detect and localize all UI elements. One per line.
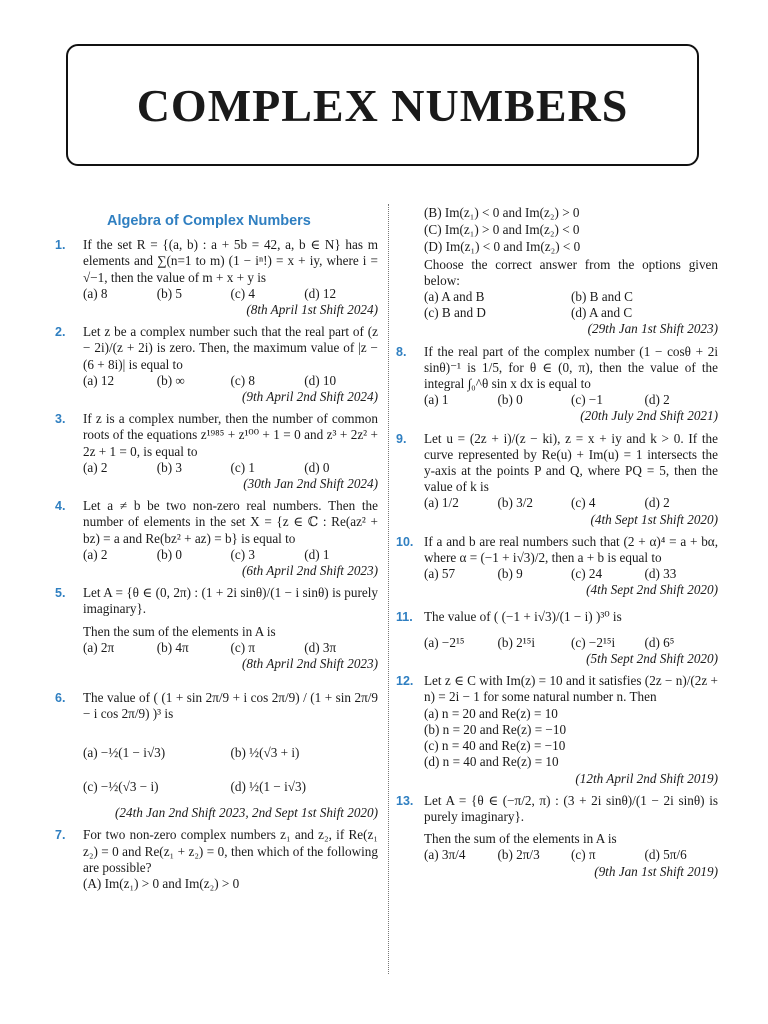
option: (d) 3π xyxy=(304,639,337,655)
options xyxy=(424,495,718,511)
question-number: 2. xyxy=(55,325,66,340)
option: (b) 0 xyxy=(497,392,523,408)
question-source: (9th April 2nd Shift 2024) xyxy=(241,389,378,405)
statement: (A) Im(z₁) > 0 and Im(z₂) > 0 xyxy=(83,875,240,891)
option: (a) −2¹⁵ xyxy=(424,634,465,650)
question-source: (4th Sept 1st Shift 2020) xyxy=(590,511,718,527)
title-box xyxy=(66,44,699,166)
question-10 xyxy=(396,534,718,599)
option: (c) 4 xyxy=(571,495,596,511)
question-8 xyxy=(396,344,718,425)
option: (a) 12 xyxy=(83,372,115,388)
question-7-continued xyxy=(396,205,718,338)
question-text: Let a ≠ b be two non-zero real numbers. Then the number of elements in the set X = {z ∈ ℂ : Re(az² + bz) = a and Re(bz² + az) = b} is equal to xyxy=(83,498,378,546)
question-text: Let z be a complex number such that the real part of (z − 2i)/(z + 2i) is zero. Then, the maximum value of |z − (6 + 8i)| is equal to xyxy=(83,324,378,372)
option: (b) ½(√3 + i) xyxy=(230,744,300,760)
option: (c) −½(√3 − i) xyxy=(83,778,159,794)
question-source: (4th Sept 2nd Shift 2020) xyxy=(586,582,718,598)
question-source: (24th Jan 2nd Shift 2023, 2nd Sept 1st Shift 2020) xyxy=(114,805,378,821)
option: (b) n = 20 and Re(z) = −10 xyxy=(424,721,567,737)
question-number: 3. xyxy=(55,412,66,427)
option: (c) 24 xyxy=(571,566,603,582)
question-number: 13. xyxy=(396,793,414,808)
question-text: The value of ( (1 + sin 2π/9 + i cos 2π/9) / (1 + sin 2π/9 − i cos 2π/9) )³ is xyxy=(83,690,378,722)
question-13 xyxy=(396,793,718,880)
question-source: (30th Jan 2nd Shift 2024) xyxy=(243,476,378,492)
question-number: 4. xyxy=(55,499,66,514)
question-text: The value of ( (−1 + i√3)/(1 − i) )³⁰ is xyxy=(424,608,622,624)
question-number: 10. xyxy=(396,534,414,549)
option: (d) 6⁵ xyxy=(644,634,675,650)
question-number: 1. xyxy=(55,238,66,253)
question-9 xyxy=(396,431,718,528)
question-number: 9. xyxy=(396,431,407,446)
options xyxy=(83,373,378,389)
right-column xyxy=(396,205,718,886)
options xyxy=(83,286,378,302)
column-divider xyxy=(388,204,389,974)
option: (a) 3π/4 xyxy=(424,847,466,863)
question-text-continued: Then the sum of the elements in A is xyxy=(83,623,276,639)
statement: (C) Im(z₁) > 0 and Im(z₂) < 0 xyxy=(424,222,580,238)
question-text: If z is a complex number, then the number of common roots of the equations z¹⁹⁸⁵ + z¹⁰⁰ + 1 = 0 and z³ + 2z² + 2z + 1 = 0, is equal to xyxy=(83,411,378,459)
option: (a) 1/2 xyxy=(424,495,459,511)
question-7 xyxy=(55,827,378,892)
option: (d) A and C xyxy=(571,305,633,321)
question-6 xyxy=(55,690,378,821)
question-text: Let A = {θ ∈ (0, 2π) : (1 + 2i sinθ)/(1 − i sinθ) is purely imaginary}. xyxy=(83,585,378,617)
question-number: 12. xyxy=(396,674,414,689)
option: (c) B and D xyxy=(424,305,486,321)
option: (b) 2¹⁵i xyxy=(497,634,535,650)
option: (d) 1 xyxy=(304,546,330,562)
option: (d) 5π/6 xyxy=(644,847,687,863)
option: (c) π xyxy=(571,847,596,863)
option: (a) 1 xyxy=(424,392,449,408)
question-text: If a and b are real numbers such that (2 + α)⁴ = a + bα, where α = (−1 + i√3)/2, then a + b is equal to xyxy=(424,533,718,566)
option: (c) n = 40 and Re(z) = −10 xyxy=(424,738,566,754)
question-number: 7. xyxy=(55,828,66,843)
question-text: Let z ∈ C with Im(z) = 10 and it satisfies (2z − n)/(2z + n) = 2i − 1 for some natural number n. Then xyxy=(424,673,718,705)
options xyxy=(424,706,718,771)
option: (b) 2π/3 xyxy=(497,847,540,863)
question-source: (20th July 2nd Shift 2021) xyxy=(580,408,718,424)
question-text: For two non-zero complex numbers z₁ and z₂, if Re(z₁ z₂) = 0 and Re(z₁ + z₂) = 0, then which of the following are possible? xyxy=(83,827,378,875)
option: (b) 3/2 xyxy=(497,495,534,511)
question-source: (5th Sept 2nd Shift 2020) xyxy=(586,651,718,667)
option: (c) −2¹⁵i xyxy=(571,634,616,650)
options xyxy=(424,566,718,582)
option: (c) 8 xyxy=(230,372,256,388)
option: (d) 2 xyxy=(644,495,670,511)
question-source: (9th Jan 1st Shift 2019) xyxy=(594,863,718,879)
page-title: COMPLEX NUMBERS xyxy=(136,79,629,131)
option: (d) 12 xyxy=(304,285,337,301)
question-4 xyxy=(55,498,378,579)
option: (b) 4π xyxy=(156,639,189,655)
option: (c) 1 xyxy=(230,459,256,475)
question-source: (8th April 1st Shift 2024) xyxy=(246,302,378,318)
option: (b) B and C xyxy=(571,289,633,305)
option: (d) 33 xyxy=(644,566,677,582)
option: (a) n = 20 and Re(z) = 10 xyxy=(424,705,558,721)
question-text: Let A = {θ ∈ (−π/2, π) : (3 + 2i sinθ)/(1 − 2i sinθ) is purely imaginary}. xyxy=(424,792,718,824)
section-title: Algebra of Complex Numbers xyxy=(107,213,311,229)
option: (d) n = 40 and Re(z) = 10 xyxy=(424,754,559,770)
question-1 xyxy=(55,237,378,318)
question-number: 8. xyxy=(396,344,407,359)
option: (b) ∞ xyxy=(156,372,185,388)
options xyxy=(424,635,718,651)
option: (a) 57 xyxy=(424,566,456,582)
option: (b) 5 xyxy=(156,285,183,301)
option: (b) 9 xyxy=(497,566,523,582)
options xyxy=(424,847,718,863)
question-text: If the real part of the complex number (1 − cosθ + 2i sinθ)⁻¹ is 1/5, for θ ∈ (0, π), then the value of the integral ∫₀^θ sin x dx is equal to xyxy=(424,343,718,392)
option: (a) A and B xyxy=(424,289,485,305)
question-3 xyxy=(55,411,378,492)
option: (c) −1 xyxy=(571,392,603,408)
options xyxy=(424,392,718,408)
option: (a) 8 xyxy=(83,285,108,301)
option: (a) −½(1 − i√3) xyxy=(83,744,166,760)
option: (d) 10 xyxy=(304,372,337,388)
option: (c) 4 xyxy=(230,285,256,301)
question-source: (29th Jan 1st Shift 2023) xyxy=(587,321,718,337)
option: (b) 0 xyxy=(156,546,183,562)
options xyxy=(83,460,378,476)
statement: (D) Im(z₁) < 0 and Im(z₂) < 0 xyxy=(424,239,581,255)
option: (b) 3 xyxy=(156,459,183,475)
question-source: (12th April 2nd Shift 2019) xyxy=(575,770,718,786)
question-text-continued: Then the sum of the elements in A is xyxy=(424,831,617,847)
question-source: (6th April 2nd Shift 2023) xyxy=(241,563,378,579)
left-column xyxy=(55,205,378,898)
options xyxy=(424,289,718,321)
option: (a) 2π xyxy=(83,639,115,655)
question-number: 11. xyxy=(396,609,413,624)
option: (d) 2 xyxy=(644,392,670,408)
options xyxy=(83,547,378,563)
option: (c) 3 xyxy=(230,546,256,562)
statement: (B) Im(z₁) < 0 and Im(z₂) > 0 xyxy=(424,205,580,220)
options xyxy=(83,745,378,795)
question-number: 5. xyxy=(55,586,66,601)
options xyxy=(83,640,378,656)
option: (c) π xyxy=(230,639,256,655)
question-text: Let u = (2z + i)/(z − ki), z = x + iy and k > 0. If the curve represented by Re(u) + Im(u) = 1 intersects the y-axis at the points P and Q, where PQ = 5, then the value of k is xyxy=(424,430,718,495)
question-2 xyxy=(55,324,378,405)
question-source: (8th April 2nd Shift 2023) xyxy=(241,656,378,672)
option: (d) 0 xyxy=(304,459,330,475)
question-number: 6. xyxy=(55,691,66,706)
question-11 xyxy=(396,609,718,668)
question-12 xyxy=(396,673,718,786)
option: (d) ½(1 − i√3) xyxy=(230,778,306,794)
option: (a) 2 xyxy=(83,546,108,562)
question-5 xyxy=(55,585,378,672)
question-prompt: Choose the correct answer from the options given below: xyxy=(424,256,718,288)
option: (a) 2 xyxy=(83,459,108,475)
question-text: If the set R = {(a, b) : a + 5b = 42, a, b ∈ N} has m elements and ∑(n=1 to m) (1 − iⁿ!) = x + iy, where i = √−1, then the value of m + x + y is xyxy=(83,237,378,285)
